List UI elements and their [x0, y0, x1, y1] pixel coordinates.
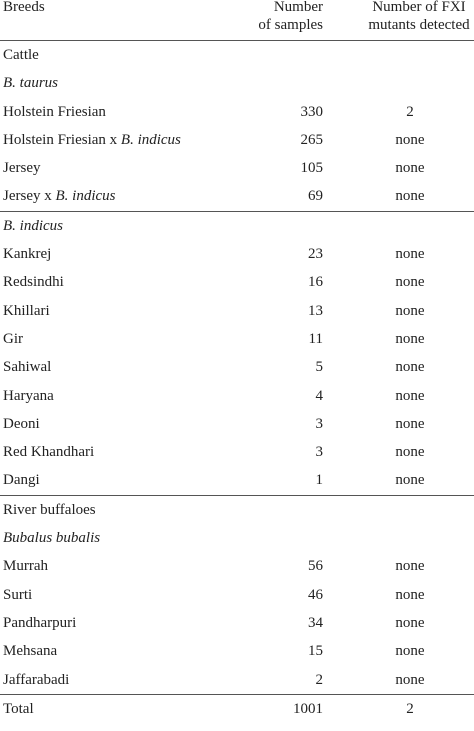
mutant-count: none — [395, 387, 425, 404]
sample-count: 56 — [308, 558, 323, 575]
mutant-count: 2 — [406, 103, 414, 120]
section-taurus — [0, 69, 474, 97]
breed-name: Murrah — [3, 558, 48, 575]
header-breeds: Breeds — [3, 0, 45, 15]
breed-name: Khillari — [3, 302, 50, 319]
breed-name: Holstein Friesian x B. indicus — [3, 131, 181, 148]
breed-name: Holstein Friesian — [3, 103, 106, 120]
table-row — [0, 609, 474, 637]
breed-name: Jersey x B. indicus — [3, 188, 116, 205]
sample-count: 46 — [308, 586, 323, 603]
breed-name: Dangi — [3, 472, 40, 489]
section-indicus — [0, 212, 474, 240]
section-label: B. taurus — [3, 75, 59, 92]
sample-count: 5 — [315, 359, 323, 376]
breed-name: Deoni — [3, 415, 40, 432]
sample-count: 11 — [308, 330, 323, 347]
table-row — [0, 297, 474, 325]
header-mutants — [352, 0, 474, 34]
breed-name: Haryana — [3, 387, 54, 404]
section-cattle — [0, 41, 474, 69]
table-row — [0, 410, 474, 438]
mutant-count: none — [395, 643, 425, 660]
sample-count: 16 — [308, 274, 323, 291]
section-label: Cattle — [3, 47, 39, 63]
section-label: River buffaloes — [3, 501, 96, 518]
section-label: B. indicus — [3, 217, 63, 234]
mutant-count: none — [395, 444, 425, 461]
mutant-count: none — [395, 330, 425, 347]
header-samples-line2: of samples — [258, 17, 323, 33]
header-samples-line1: Number — [273, 0, 323, 15]
breed-name: Jersey — [3, 160, 41, 177]
mutant-count: none — [395, 160, 425, 177]
section-label: Bubalus bubalis — [3, 530, 101, 547]
mutant-count: none — [395, 614, 425, 631]
table-row — [0, 325, 474, 353]
total-row — [0, 695, 474, 723]
header-samples — [233, 0, 323, 34]
table-row — [0, 466, 474, 495]
section-buffaloes — [0, 496, 474, 524]
breed-name: Pandharpuri — [3, 614, 77, 631]
sample-count: 265 — [300, 131, 323, 148]
table-row — [0, 353, 474, 381]
sample-count: 69 — [308, 188, 323, 205]
total-label: Total — [3, 700, 34, 717]
mutant-count: none — [395, 359, 425, 376]
table-row — [0, 98, 474, 126]
table-row — [0, 552, 474, 580]
sample-count: 23 — [308, 246, 323, 263]
sample-count: 4 — [315, 387, 323, 404]
mutant-count: none — [395, 558, 425, 575]
breed-name: Redsindhi — [3, 274, 64, 291]
mutant-count: none — [395, 671, 425, 688]
buffalo-rows — [0, 552, 474, 694]
sample-count: 34 — [308, 614, 323, 631]
table-row — [0, 154, 474, 182]
header-mutants-line1: Number of FXI — [372, 0, 466, 15]
sample-count: 330 — [300, 103, 323, 120]
breed-name: Jaffarabadi — [3, 671, 70, 688]
mutant-count: none — [395, 131, 425, 148]
mutant-count: none — [395, 188, 425, 205]
table-row — [0, 268, 474, 296]
sample-count: 2 — [315, 671, 323, 688]
breed-name: Surti — [3, 586, 33, 603]
table-row — [0, 581, 474, 609]
table-row — [0, 382, 474, 410]
mutant-count: none — [395, 586, 425, 603]
mutant-count: none — [395, 472, 425, 489]
breed-name: Sahiwal — [3, 359, 52, 376]
indicus-rows — [0, 240, 474, 496]
breed-name: Kankrej — [3, 246, 52, 263]
table-header — [0, 0, 474, 41]
sample-count: 3 — [315, 415, 323, 432]
header-mutants-line2: mutants detected — [368, 17, 470, 33]
mutant-count: none — [395, 246, 425, 263]
section-bubalis — [0, 524, 474, 552]
mutant-count: none — [395, 302, 425, 319]
sample-count: 13 — [308, 302, 323, 319]
total-mutants: 2 — [406, 700, 414, 717]
breed-name: Gir — [3, 330, 23, 347]
sample-count: 15 — [308, 643, 323, 660]
breed-name: Mehsana — [3, 643, 58, 660]
taurus-rows — [0, 98, 474, 212]
table-row — [0, 666, 474, 695]
breed-name: Red Khandhari — [3, 444, 95, 461]
mutant-count: none — [395, 274, 425, 291]
table-row — [0, 126, 474, 154]
sample-count: 105 — [300, 160, 323, 177]
sample-count: 3 — [315, 444, 323, 461]
table-row — [0, 438, 474, 466]
mutant-count: none — [395, 415, 425, 432]
table-row — [0, 240, 474, 268]
table-row — [0, 182, 474, 211]
sample-count: 1 — [315, 472, 323, 489]
total-samples: 1001 — [293, 700, 323, 717]
table-row — [0, 637, 474, 665]
